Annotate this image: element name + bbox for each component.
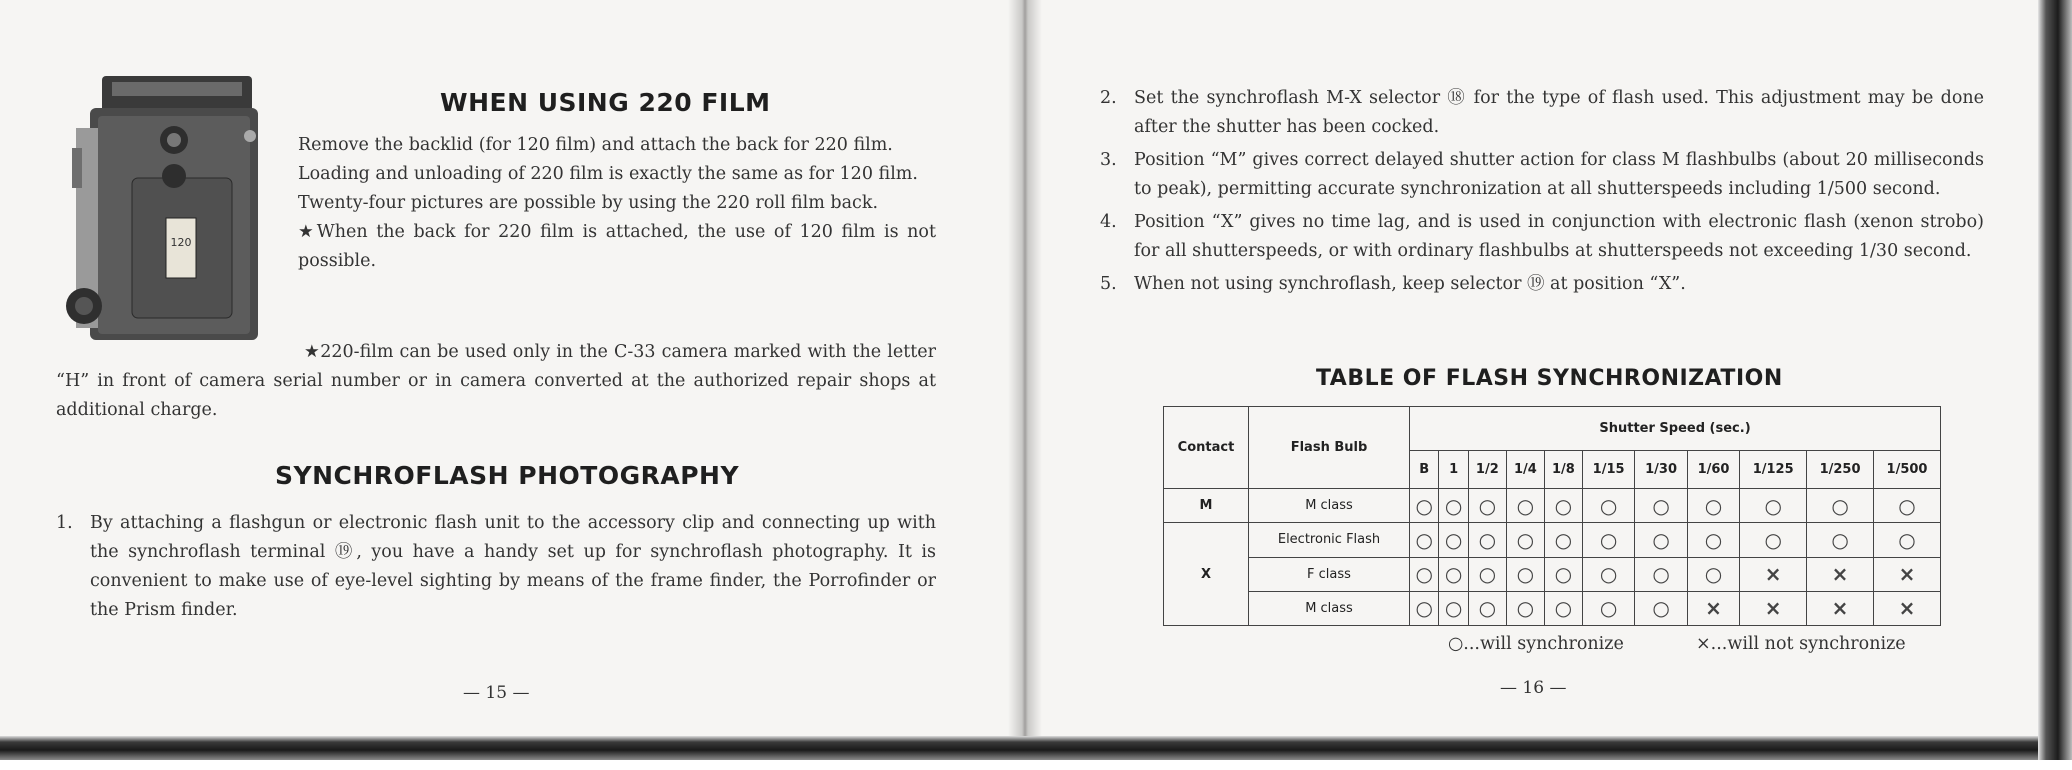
sync-cell: ○ [1468,523,1506,557]
speed-header: 1/60 [1687,451,1739,489]
step-number: 4. [1100,212,1117,232]
sync-cell: ○ [1635,591,1687,625]
sync-cell: × [1687,591,1739,625]
paragraph: Remove the backlid (for 120 film) and attach the back for 220 film. [298,135,893,155]
synchroflash-steps-left [56,509,936,629]
speed-header: 1/15 [1582,451,1634,489]
speed-header: 1/500 [1874,451,1941,489]
sync-cell: ○ [1439,523,1468,557]
sync-cell: ○ [1582,591,1634,625]
heading-synchroflash: SYNCHROFLASH PHOTOGRAPHY [275,461,740,490]
sync-cell: ○ [1874,523,1941,557]
synchroflash-steps-right [1100,84,1984,303]
speed-header: 1/4 [1506,451,1544,489]
sync-cell: ○ [1687,489,1739,523]
sync-cell: ○ [1544,489,1582,523]
section-220-film-text [298,131,936,276]
sync-cell: ○ [1410,523,1439,557]
contact-m: M [1164,489,1249,523]
sync-cell: × [1874,557,1941,591]
sync-cell: ○ [1410,489,1439,523]
bulb-type: Electronic Flash [1249,523,1410,557]
sync-cell: ○ [1506,591,1544,625]
sync-cell: ○ [1506,557,1544,591]
legend-not-synchronize: ×...will not synchronize [1696,634,1906,654]
paragraph: Twenty-four pictures are possible by using the 220 roll film back. [298,193,879,213]
speed-header: 1 [1439,451,1468,489]
step-text: Position “M” gives correct delayed shutter action for class M flashbulbs (about 20 milliseconds to peak), permitting accurate synchronization at all shutterspeeds including 1/500 second. [1134,150,1984,199]
camera-illustration [62,68,272,353]
sync-cell: ○ [1410,591,1439,625]
book-edge-bottom [0,736,2050,760]
sync-cell: ○ [1439,557,1468,591]
paragraph: Loading and unloading of 220 film is exactly the same as for 120 film. [298,164,918,184]
legend-synchronize: ○...will synchronize [1448,634,1624,654]
sync-cell: ○ [1506,489,1544,523]
header-contact: Contact [1164,407,1249,489]
list-item [1100,270,1984,299]
sync-cell: ○ [1687,557,1739,591]
speed-header: 1/30 [1635,451,1687,489]
sync-cell: ○ [1635,523,1687,557]
header-shutter-speed: Shutter Speed (sec.) [1410,407,1941,451]
sync-cell: ○ [1410,557,1439,591]
list-item [1100,84,1984,142]
step-number: 3. [1100,150,1117,170]
sync-cell: ○ [1740,489,1807,523]
speed-header: 1/125 [1740,451,1807,489]
speed-header: 1/2 [1468,451,1506,489]
sync-cell: × [1740,557,1807,591]
sync-cell: × [1874,591,1941,625]
sync-cell: ○ [1439,489,1468,523]
sync-cell: ○ [1635,557,1687,591]
step-text: Set the synchroflash M-X selector ⑱ for the type of flash used. This adjustment may be done after the shutter has been cocked. [1134,88,1984,137]
note: ★When the back for 220 film is attached, the use of 120 film is not possible. [298,222,936,271]
speed-header: B [1410,451,1439,489]
sync-cell: × [1740,591,1807,625]
table-row [1164,557,1941,591]
table-row [1164,591,1941,625]
sync-cell: ○ [1544,591,1582,625]
step-number: 5. [1100,274,1117,294]
step-text: By attaching a flashgun or electronic flash unit to the accessory clip and connecting up with the synchroflash terminal ⑲, you have a handy set up for synchroflash photography. It is convenient to make use of eye-level sighting by means of the frame finder, the Porrofinder or the Prism finder. [90,513,936,620]
note-220-camera: ★220-film can be used only in the C-33 camera marked with the letter “H” in front of camera serial number or in camera converted at the authorized repair shops at additional charge. [56,342,936,420]
speed-header: 1/8 [1544,451,1582,489]
book-gutter [1008,0,1042,740]
heading-220-film: WHEN USING 220 FILM [440,88,771,117]
sync-cell: ○ [1874,489,1941,523]
bulb-type: M class [1249,489,1410,523]
page-number-left: — 15 — [463,683,530,703]
header-flash-bulb: Flash Bulb [1249,407,1410,489]
sync-cell: ○ [1439,591,1468,625]
sync-cell: ○ [1807,523,1874,557]
sync-cell: ○ [1582,489,1634,523]
step-number: 2. [1100,88,1117,108]
list-item [1100,146,1984,204]
svg-text:120: 120 [170,236,192,249]
speed-header: 1/250 [1807,451,1874,489]
list-item [56,509,936,625]
sync-cell: ○ [1506,523,1544,557]
step-text: When not using synchroflash, keep selector ⑲ at position “X”. [1134,274,1686,294]
table-row [1164,489,1941,523]
sync-cell: × [1807,591,1874,625]
bulb-type: F class [1249,557,1410,591]
bulb-type: M class [1249,591,1410,625]
contact-x: X [1164,523,1249,626]
sync-cell: ○ [1468,591,1506,625]
sync-cell: ○ [1468,557,1506,591]
book-edge-right [2038,0,2072,760]
page-number-right: — 16 — [1500,678,1567,698]
table-title: TABLE OF FLASH SYNCHRONIZATION [1316,366,1783,391]
sync-cell: ○ [1740,523,1807,557]
list-item [1100,208,1984,266]
flash-sync-table [1163,406,1941,626]
sync-cell: ○ [1544,523,1582,557]
sync-cell: ○ [1582,523,1634,557]
sync-cell: ○ [1635,489,1687,523]
sync-cell: ○ [1544,557,1582,591]
table-row [1164,523,1941,557]
sync-cell: ○ [1582,557,1634,591]
sync-cell: ○ [1468,489,1506,523]
step-text: Position “X” gives no time lag, and is used in conjunction with electronic flash (xenon strobo) for all shutterspeeds, or with ordinary flashbulbs at shutterspeeds not exceeding 1/30 second. [1134,212,1984,261]
sync-cell: × [1807,557,1874,591]
step-number: 1. [56,513,73,533]
sync-cell: ○ [1687,523,1739,557]
sync-cell: ○ [1807,489,1874,523]
